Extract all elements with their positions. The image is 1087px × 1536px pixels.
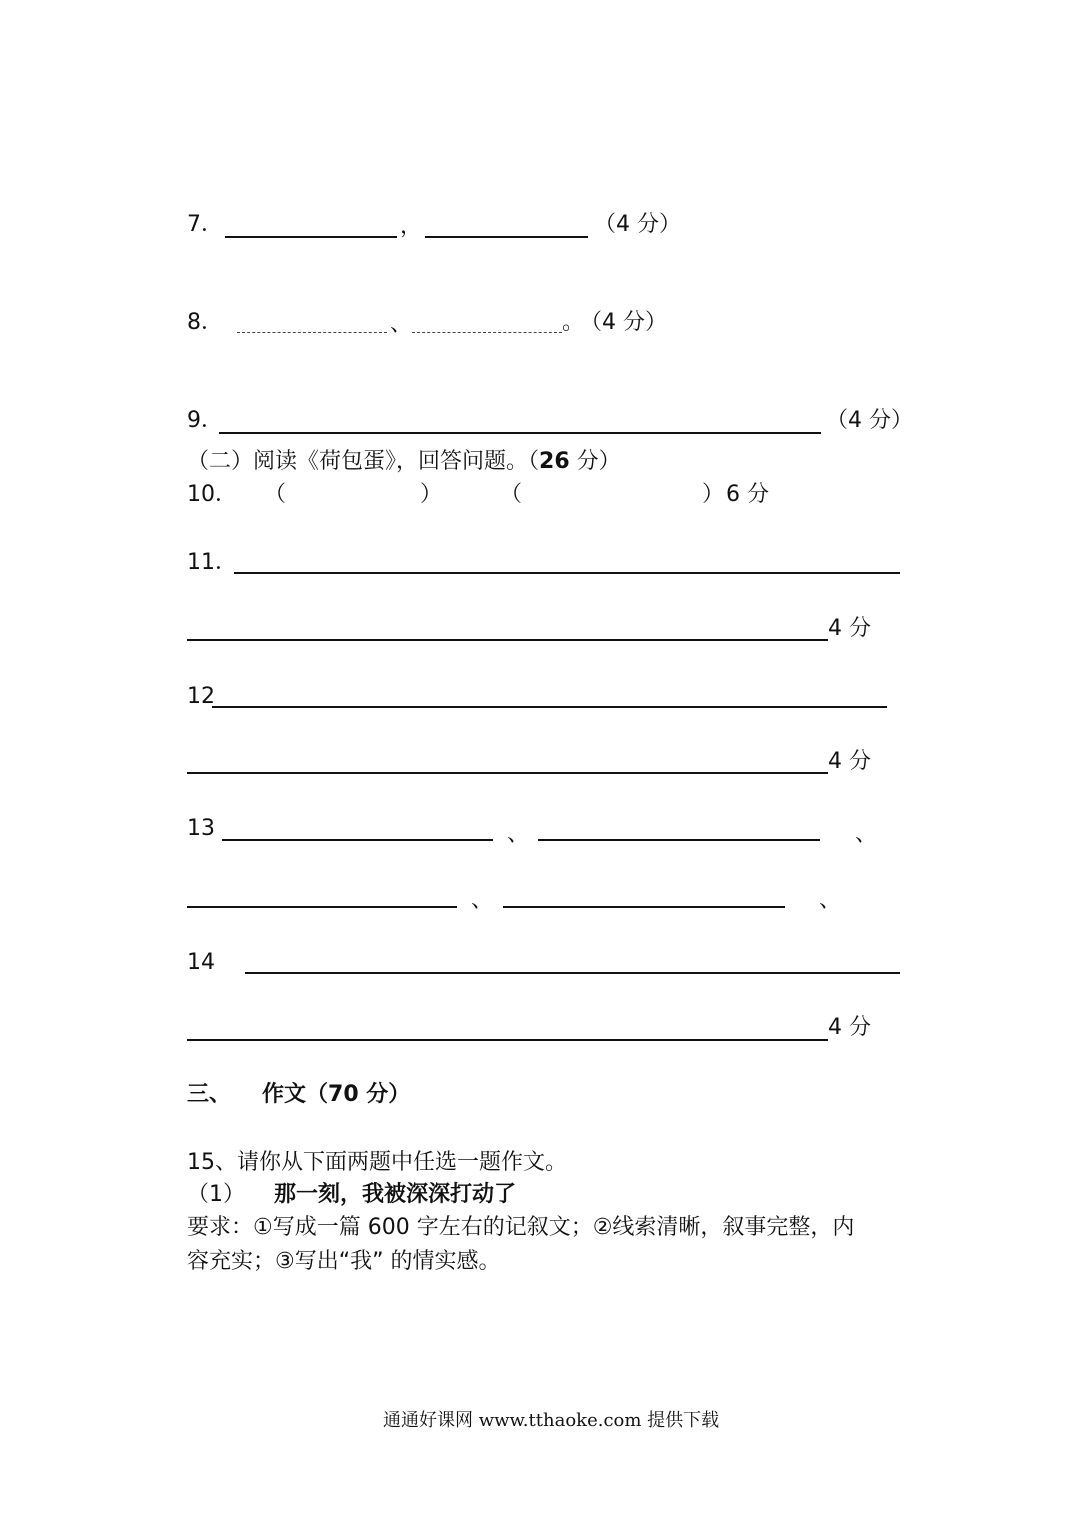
q14-blank-1[interactable] <box>245 972 900 974</box>
q8-score: （4 分） <box>580 310 667 335</box>
q13-blank-3[interactable] <box>187 906 457 908</box>
q13-blank-4[interactable] <box>503 906 785 908</box>
q10-paren-close-2: ） <box>702 482 725 507</box>
q12-blank-1[interactable] <box>212 706 887 708</box>
q13-blank-2[interactable] <box>538 839 820 841</box>
q12-number: 12 <box>187 684 215 709</box>
q8-blank-2[interactable] <box>412 332 562 333</box>
q8-separator: 、 <box>390 312 413 337</box>
section3-number: 三、 <box>187 1082 232 1107</box>
q13-separator-2: 、 <box>855 822 878 847</box>
section2-heading: （二）阅读《荷包蛋》，回答问题。（26 分） <box>187 449 621 474</box>
requirements-line-1: 要求：①写成一篇 600 字左右的记叙文；②线索清晰，叙事完整，内 <box>187 1215 855 1240</box>
q14-score: 4 分 <box>828 1015 871 1040</box>
q12-blank-2[interactable] <box>187 772 828 774</box>
q13-separator-1: 、 <box>507 822 530 847</box>
q8-period: 。 <box>562 310 585 335</box>
q14-blank-2[interactable] <box>187 1039 828 1041</box>
q13-separator-3: 、 <box>471 888 494 913</box>
q7-blank-1[interactable] <box>225 236 397 238</box>
q11-blank-1[interactable] <box>234 572 900 574</box>
q13-blank-1[interactable] <box>222 839 493 841</box>
q11-number: 11． <box>187 550 237 575</box>
q13-separator-4: 、 <box>819 888 842 913</box>
q8-number: 8． <box>187 310 223 335</box>
q8-blank-1[interactable] <box>237 332 387 333</box>
q12-score: 4 分 <box>828 749 871 774</box>
q10-paren-open-2: （ <box>500 482 523 507</box>
q10-paren-close-1: ） <box>420 482 443 507</box>
q7-score: （4 分） <box>594 212 681 237</box>
option1-title: 那一刻，我被深深打动了 <box>274 1182 517 1207</box>
q9-score: （4 分） <box>826 408 913 433</box>
q10-score: 6 分 <box>726 482 769 507</box>
q11-blank-2[interactable] <box>187 639 828 641</box>
section3-heading: 作文（70 分） <box>262 1082 411 1107</box>
q7-blank-2[interactable] <box>425 236 588 238</box>
q14-number: 14 <box>187 950 215 975</box>
q7-number: 7． <box>187 212 223 237</box>
footer-credit: 通通好课网 www.tthaoke.com 提供下载 <box>383 1410 720 1431</box>
q11-score: 4 分 <box>828 616 871 641</box>
q10-number: 10． <box>187 482 237 507</box>
requirements-line-2: 容充实；③写出“我” 的情实感。 <box>187 1249 501 1274</box>
q13-number: 13 <box>187 816 215 841</box>
q9-blank[interactable] <box>219 432 821 434</box>
q7-separator: ， <box>400 214 423 239</box>
option1-number: （1） <box>187 1182 245 1207</box>
q10-paren-open-1: （ <box>264 482 287 507</box>
q9-number: 9． <box>187 408 223 433</box>
q15-prompt: 15、请你从下面两题中任选一题作文。 <box>187 1150 567 1175</box>
